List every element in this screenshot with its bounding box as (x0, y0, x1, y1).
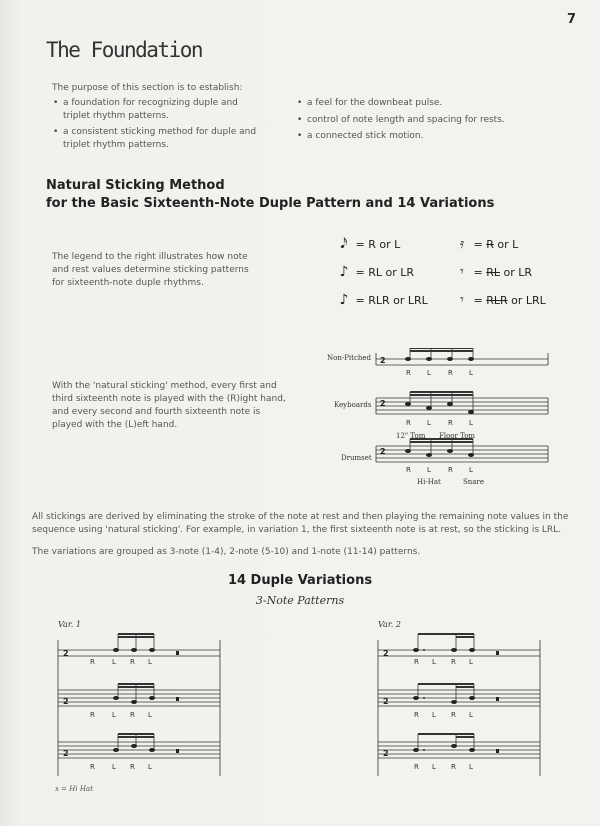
sticking-letter: R (448, 466, 453, 474)
variation-2-staves (376, 632, 542, 782)
snare-label: Snare (463, 478, 484, 486)
section-subheading: for the Basic Sixteenth-Note Duple Pattern and 14 Variations (46, 196, 495, 211)
sticking-letter: L (469, 711, 473, 719)
body-paragraph: All stickings are derived by eliminating the stroke of the note at rest and then playing the remaining note values in the sequence using 'natural sticking'. For example, in variation 1, the first sixteenth note is at rest, so the sticking is LRL. (32, 512, 569, 535)
svg-text:2: 2 (63, 749, 69, 758)
sticking-letter: L (469, 419, 473, 427)
body-paragraph: The variations are grouped as 3-note (1-4), 2-note (5-10) and 1-note (11-14) patterns. (32, 547, 421, 557)
svg-text:2: 2 (380, 447, 386, 456)
svg-text:2: 2 (380, 399, 386, 408)
sticking-letter: L (427, 369, 431, 377)
sticking-letter: L (427, 466, 431, 474)
sticking-letter: R (406, 419, 411, 427)
page-title: The Foundation (46, 38, 203, 62)
sticking-letter: L (112, 658, 116, 666)
svg-text:2: 2 (383, 749, 389, 758)
floor-tom-label: Floor Tom (439, 432, 476, 440)
sticking-letter: L (148, 763, 152, 771)
sticking-letter: R (90, 763, 95, 771)
instrument-figure (324, 348, 554, 488)
sticking-letter: L (432, 711, 436, 719)
variations-heading: 14 Duple Variations (227, 573, 373, 588)
sticking-letter: L (112, 711, 116, 719)
bullet-list-right (296, 97, 536, 147)
legend-row-rest-eighth: 𝄾 = RL or LR (454, 264, 532, 280)
sticking-letter: R (130, 763, 135, 771)
sticking-letter: R (406, 369, 411, 377)
sticking-letter: L (469, 466, 473, 474)
svg-text:2: 2 (383, 649, 389, 658)
variation-label: Var. 1 (58, 620, 81, 629)
sixteenth-rest-icon: 𝄿 (459, 236, 465, 252)
sticking-letter: L (469, 763, 473, 771)
variations-subheading: 3-Note Patterns (255, 594, 345, 607)
bullet-list-left (52, 97, 262, 155)
sticking-letter: R (130, 711, 135, 719)
sticking-letter: R (448, 369, 453, 377)
eighth-note-icon: ♪ (339, 264, 349, 280)
sticking-legend (336, 236, 556, 312)
sticking-letter: R (448, 419, 453, 427)
sticking-letter: L (432, 658, 436, 666)
legend-row-note-single: 𝅘𝅥𝅯 = R or L (336, 236, 400, 252)
sticking-letter: R (414, 763, 419, 771)
dotted-eighth-rest-icon: 𝄾 (460, 292, 464, 308)
dotted-eighth-note-icon: ♪ (339, 292, 349, 308)
svg-text:2: 2 (63, 649, 69, 658)
bullet-item: • control of note length and spacing for rests. (296, 114, 536, 127)
sticking-letter: R (414, 711, 419, 719)
page-number: 7 (566, 12, 576, 27)
bullet-item: • a connected stick motion. (296, 130, 536, 143)
legend-row-rest-dotted: 𝄾 = RLR or LRL (454, 292, 546, 308)
drumset-label: Drumset (341, 454, 372, 462)
footnote: x = Hi Hat (55, 785, 93, 793)
bullet-item: • a feel for the downbeat pulse. (296, 97, 536, 110)
keyboards-label: Keyboards (334, 401, 372, 409)
sticking-letter: L (148, 658, 152, 666)
svg-text:2: 2 (380, 356, 386, 365)
eighth-rest-icon: 𝄾 (460, 264, 464, 280)
bullet-item: • a consistent sticking method for duple and triplet rhythm patterns. (52, 126, 262, 151)
tom-label: 12" Tom (396, 432, 426, 440)
non-pitched-label: Non-Pitched (327, 354, 372, 362)
svg-text:2: 2 (63, 697, 69, 706)
legend-row-note-dotted: ♪ = RLR or LRL (336, 292, 428, 308)
svg-text:2: 2 (383, 697, 389, 706)
sticking-letter: R (90, 658, 95, 666)
sticking-letter: R (451, 763, 456, 771)
hi-hat-label: Hi-Hat (417, 478, 441, 486)
section-heading: Natural Sticking Method (46, 178, 225, 193)
legend-row-note-eighth: ♪ = RL or LR (336, 264, 414, 280)
sticking-letter: L (432, 763, 436, 771)
legend-row-rest-single: 𝄿 = R or L (454, 236, 518, 252)
bullet-item: • a foundation for recognizing duple and triplet rhythm patterns. (52, 97, 262, 122)
sticking-letter: R (451, 711, 456, 719)
natural-sticking-paragraph: With the 'natural sticking' method, every first and third sixteenth note is played with the (R)ight hand, and every second and fourth sixteenth note is played with the (L)eft hand. (52, 381, 286, 430)
sticking-letter: R (90, 711, 95, 719)
sticking-letter: R (414, 658, 419, 666)
sticking-letter: L (469, 369, 473, 377)
legend-paragraph: The legend to the right illustrates how note and rest values determine sticking patterns for sixteenth-note duple rhythms. (52, 252, 249, 288)
instrument-staves (324, 348, 554, 488)
sticking-letter: L (148, 711, 152, 719)
variation-1-staves (56, 632, 222, 782)
sticking-letter: L (469, 658, 473, 666)
variation-label: Var. 2 (378, 620, 401, 629)
sticking-letter: R (130, 658, 135, 666)
sticking-letter: L (112, 763, 116, 771)
sticking-letter: L (427, 419, 431, 427)
sticking-letter: R (451, 658, 456, 666)
intro-text: The purpose of this section is to establish: (52, 83, 243, 93)
sixteenth-note-icon: 𝅘𝅥𝅯 (340, 236, 348, 252)
sticking-letter: R (406, 466, 411, 474)
